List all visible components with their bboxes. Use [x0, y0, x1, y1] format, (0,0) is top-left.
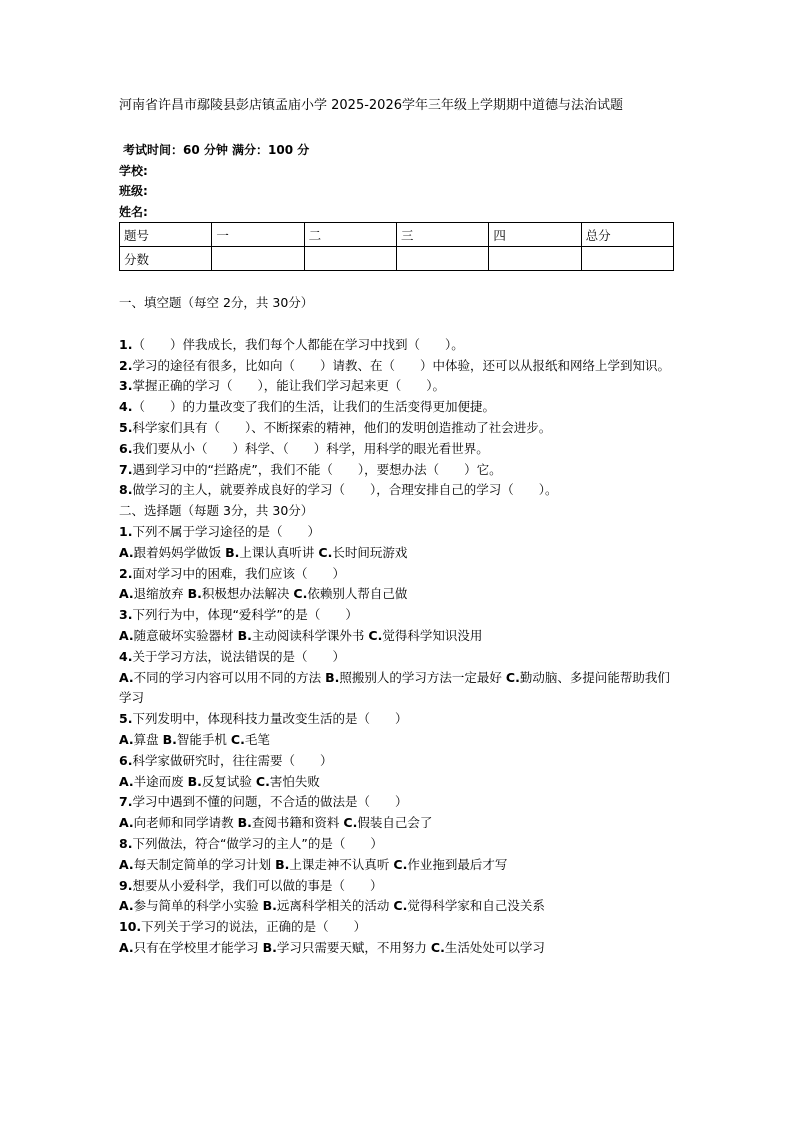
choice-question — [119, 834, 679, 855]
choice-options — [119, 626, 679, 647]
fill-question — [119, 335, 679, 356]
question-text: 想要从小爱科学，我们可以做的事是（ ） — [132, 877, 383, 893]
option-text: 智能手机 — [176, 731, 231, 747]
option-letter: C. — [393, 856, 408, 872]
fill-question — [119, 397, 679, 418]
score-table-header-cell: 总分 — [581, 223, 673, 247]
option-text: 假装自己会了 — [357, 815, 433, 831]
choice-options — [119, 730, 679, 751]
exam-time-info: 考试时间：60 分钟 满分：100 分 — [123, 143, 310, 157]
score-table-header-cell: 二 — [304, 223, 396, 247]
option-text: 向老师和同学请教 — [133, 815, 238, 831]
question-number: 9. — [119, 877, 133, 893]
option-letter: A. — [119, 669, 134, 685]
choice-question — [119, 564, 679, 585]
option-letter: C. — [393, 898, 408, 914]
fill-question — [119, 460, 679, 481]
option-text: 查阅书籍和资料 — [251, 815, 344, 831]
score-table-header-cell: 题号 — [120, 223, 212, 247]
score-cell — [489, 247, 581, 271]
exam-page — [119, 96, 679, 959]
question-text: 关于学习方法，说法错误的是（ ） — [132, 648, 345, 664]
option-text: 害怕失败 — [269, 773, 320, 789]
option-text: 勤动脑、多提问能帮助我们学习 — [119, 669, 670, 706]
option-text: 远离科学相关的活动 — [276, 898, 394, 914]
option-text: 反复试验 — [201, 773, 256, 789]
question-number: 1. — [119, 336, 133, 352]
score-table-header-cell: 四 — [489, 223, 581, 247]
option-text: 上课走神不认真听 — [289, 856, 394, 872]
option-text: 算盘 — [133, 731, 163, 747]
option-letter: B. — [325, 669, 340, 685]
question-number: 8. — [119, 835, 133, 851]
question-number: 7. — [119, 794, 133, 810]
fill-question — [119, 376, 679, 397]
class-label: 班级: — [119, 184, 148, 198]
score-cell — [396, 247, 488, 271]
question-text: 我们要从小（ ）科学、（ ）科学，用科学的眼光看世界。 — [132, 440, 489, 456]
option-text: 只有在学校里才能学习 — [133, 939, 263, 955]
question-number: 5. — [119, 711, 133, 727]
option-letter: B. — [187, 773, 202, 789]
section2-questions — [119, 522, 679, 959]
option-letter: B. — [237, 627, 252, 643]
question-text: 面对学习中的困难，我们应该（ ） — [132, 565, 345, 581]
option-letter: B. — [275, 856, 290, 872]
option-text: 积极想办法解决 — [201, 586, 294, 602]
question-text: 做学习的主人，就要养成良好的学习（ ），合理安排自己的学习（ ）。 — [132, 482, 558, 498]
choice-question — [119, 647, 679, 668]
fill-question — [119, 418, 679, 439]
option-letter: B. — [187, 586, 202, 602]
option-letter: B. — [225, 544, 240, 560]
question-text: （ ）伴我成长，我们每个人都能在学习中找到（ ）。 — [132, 336, 464, 352]
score-row-label: 分数 — [120, 247, 212, 271]
question-number: 7. — [119, 461, 133, 477]
score-table-header-cell: 一 — [212, 223, 304, 247]
score-cell — [212, 247, 304, 271]
choice-question — [119, 605, 679, 626]
choice-options — [119, 896, 679, 917]
option-letter: B. — [262, 939, 277, 955]
option-letter: C. — [255, 773, 270, 789]
option-letter: C. — [343, 815, 358, 831]
option-letter: A. — [119, 939, 134, 955]
name-label: 姓名: — [119, 204, 148, 219]
score-table-header-row — [120, 223, 674, 247]
option-letter: B. — [162, 731, 177, 747]
choice-options — [119, 543, 679, 564]
score-table — [119, 222, 674, 271]
choice-options — [119, 813, 679, 834]
option-letter: C. — [368, 627, 383, 643]
option-letter: A. — [119, 773, 134, 789]
option-letter: C. — [230, 731, 245, 747]
section1-questions — [119, 335, 679, 501]
question-number: 2. — [119, 565, 133, 581]
question-number: 10. — [119, 919, 142, 935]
question-text: 下列行为中，体现“爱科学”的是（ ） — [132, 607, 358, 623]
choice-options — [119, 938, 679, 959]
section2-title: 二、选择题（每题 3分，共 30分） — [119, 503, 314, 519]
choice-options — [119, 668, 679, 710]
exam-meta — [119, 140, 679, 222]
option-text: 学习只需要天赋，不用努力 — [276, 939, 431, 955]
question-number: 5. — [119, 419, 133, 435]
question-text: 下列不属于学习途径的是（ ） — [132, 523, 320, 539]
choice-options — [119, 584, 679, 605]
option-text: 主动阅读科学课外书 — [251, 627, 369, 643]
question-text: 掌握正确的学习（ ），能让我们学习起来更（ ）。 — [132, 378, 445, 394]
option-text: 觉得科学家和自己没关系 — [407, 898, 545, 914]
question-text: 科学家们具有（ ）、不断探索的精神，他们的发明创造推动了社会进步。 — [132, 419, 552, 435]
option-text: 毛笔 — [244, 731, 270, 747]
school-label: 学校: — [119, 163, 148, 178]
question-text: 下列做法，符合“做学习的主人”的是（ ） — [132, 835, 383, 851]
question-number: 1. — [119, 523, 133, 539]
choice-question — [119, 876, 679, 897]
option-text: 上课认真听讲 — [239, 544, 319, 560]
question-number: 4. — [119, 648, 133, 664]
question-number: 6. — [119, 752, 133, 768]
option-text: 觉得科学知识没用 — [382, 627, 483, 643]
option-letter: A. — [119, 544, 134, 560]
option-letter: C. — [430, 939, 445, 955]
fill-question — [119, 439, 679, 460]
option-letter: A. — [119, 731, 134, 747]
question-text: 下列发明中，体现科技力量改变生活的是（ ） — [132, 711, 408, 727]
question-number: 2. — [119, 357, 133, 373]
choice-question — [119, 709, 679, 730]
fill-question — [119, 356, 679, 377]
option-text: 退缩放弃 — [133, 586, 188, 602]
option-letter: A. — [119, 898, 134, 914]
score-cell — [304, 247, 396, 271]
score-table-score-row — [120, 247, 674, 271]
question-number: 6. — [119, 440, 133, 456]
option-letter: C. — [505, 669, 520, 685]
fill-question — [119, 480, 679, 501]
option-letter: B. — [237, 815, 252, 831]
option-text: 不同的学习内容可以用不同的方法 — [133, 669, 326, 685]
option-letter: A. — [119, 856, 134, 872]
option-letter: A. — [119, 815, 134, 831]
option-letter: A. — [119, 627, 134, 643]
option-text: 跟着妈妈学做饭 — [133, 544, 226, 560]
section1-title: 一、填空题（每空 2分，共 30分） — [119, 295, 314, 310]
option-text: 作业拖到最后才写 — [407, 856, 508, 872]
option-text: 随意破坏实验器材 — [133, 627, 238, 643]
question-text: 下列关于学习的说法，正确的是（ ） — [141, 919, 367, 935]
option-text: 生活处处可以学习 — [444, 939, 545, 955]
choice-options — [119, 855, 679, 876]
choice-question — [119, 522, 679, 543]
question-text: （ ）的力量改变了我们的生活，让我们的生活变得更加便捷。 — [132, 399, 495, 415]
score-cell — [581, 247, 673, 271]
option-letter: A. — [119, 586, 134, 602]
question-number: 3. — [119, 607, 133, 623]
choice-question — [119, 751, 679, 772]
question-number: 4. — [119, 399, 133, 415]
option-letter: C. — [293, 586, 308, 602]
choice-question — [119, 917, 679, 938]
question-number: 3. — [119, 378, 133, 394]
option-letter: B. — [262, 898, 277, 914]
option-text: 照搬别人的学习方法一定最好 — [339, 669, 506, 685]
question-text: 学习中遇到不懂的问题，不合适的做法是（ ） — [132, 794, 408, 810]
option-text: 长时间玩游戏 — [332, 544, 408, 560]
option-text: 依赖别人帮自己做 — [307, 586, 408, 602]
question-text: 学习的途径有很多，比如向（ ）请教、在（ ）中体验，还可以从报纸和网络上学到知识。 — [132, 357, 670, 373]
question-text: 遇到学习中的“拦路虎”，我们不能（ ），要想办法（ ）它。 — [132, 461, 502, 477]
option-letter: C. — [318, 544, 333, 560]
question-text: 科学家做研究时，往往需要（ ） — [132, 752, 333, 768]
option-text: 参与简单的科学小实验 — [133, 898, 263, 914]
choice-question — [119, 792, 679, 813]
choice-options — [119, 772, 679, 793]
question-number: 8. — [119, 482, 133, 498]
option-text: 每天制定简单的学习计划 — [133, 856, 276, 872]
option-text: 半途而废 — [133, 773, 188, 789]
score-table-header-cell: 三 — [396, 223, 488, 247]
exam-title: 河南省许昌市鄢陵县彭店镇孟庙小学 2025-2026学年三年级上学期期中道德与法治试题 — [119, 98, 623, 113]
